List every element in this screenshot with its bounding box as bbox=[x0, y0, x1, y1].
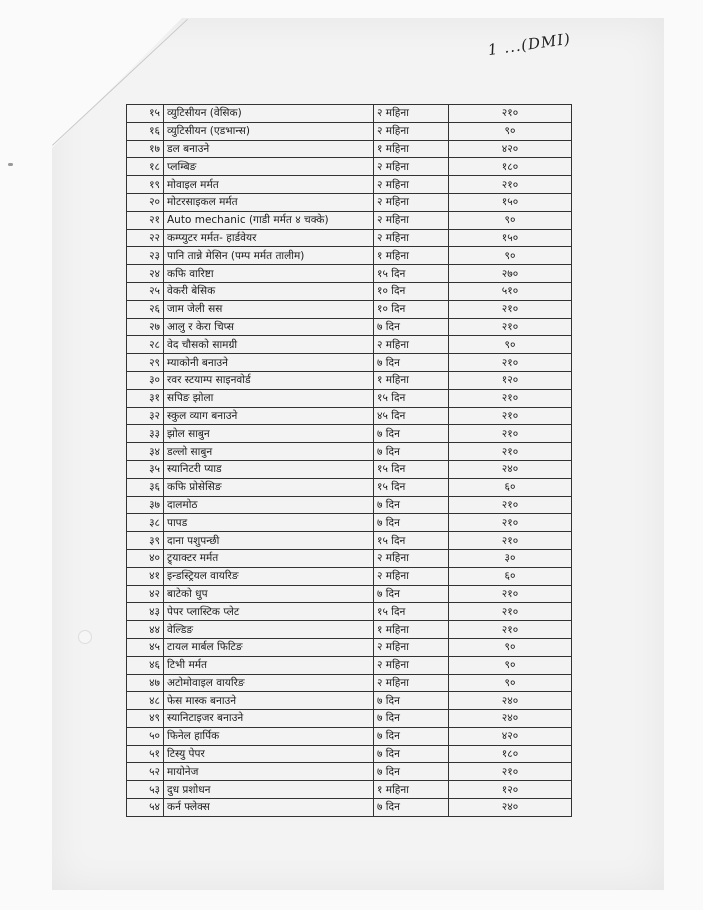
serial-number-cell: १६ bbox=[127, 122, 164, 140]
serial-number-cell: १८ bbox=[127, 158, 164, 176]
course-name-cell: दाना पशुपन्छी bbox=[164, 532, 374, 550]
course-name-cell: दालमोठ bbox=[164, 496, 374, 514]
participant-count-cell: ६० bbox=[449, 478, 572, 496]
table-row bbox=[127, 745, 572, 763]
participant-count-cell: ९० bbox=[449, 656, 572, 674]
duration-cell: ७ दिन bbox=[374, 496, 449, 514]
participant-count-cell: २१० bbox=[449, 603, 572, 621]
serial-number-cell: ३४ bbox=[127, 443, 164, 461]
participant-count-cell: ४२० bbox=[449, 727, 572, 745]
serial-number-cell: ३० bbox=[127, 371, 164, 389]
duration-cell: २ महिना bbox=[374, 193, 449, 211]
course-name-cell: जाम जेली सस bbox=[164, 300, 374, 318]
participant-count-cell: ९० bbox=[449, 336, 572, 354]
course-name-cell: म्याकोनी बनाउने bbox=[164, 354, 374, 372]
course-name-cell: फेस मास्क बनाउने bbox=[164, 692, 374, 710]
participant-count-cell: २१० bbox=[449, 300, 572, 318]
participant-count-cell: ९० bbox=[449, 247, 572, 265]
table-row bbox=[127, 158, 572, 176]
participant-count-cell: २४० bbox=[449, 692, 572, 710]
table-row bbox=[127, 763, 572, 781]
participant-count-cell: १५० bbox=[449, 229, 572, 247]
course-name-cell: वेल्डिङ bbox=[164, 621, 374, 639]
serial-number-cell: ४० bbox=[127, 549, 164, 567]
participant-count-cell: २४० bbox=[449, 460, 572, 478]
duration-cell: १५ दिन bbox=[374, 478, 449, 496]
participant-count-cell: २१० bbox=[449, 407, 572, 425]
training-table-body bbox=[127, 105, 572, 817]
course-name-cell: झोल साबुन bbox=[164, 425, 374, 443]
serial-number-cell: २० bbox=[127, 193, 164, 211]
table-row bbox=[127, 443, 572, 461]
participant-count-cell: ९० bbox=[449, 674, 572, 692]
table-row bbox=[127, 603, 572, 621]
course-name-cell: बाटेको धुप bbox=[164, 585, 374, 603]
serial-number-cell: ३१ bbox=[127, 389, 164, 407]
serial-number-cell: ५० bbox=[127, 727, 164, 745]
course-name-cell: कफि वारिष्टा bbox=[164, 265, 374, 283]
table-row bbox=[127, 585, 572, 603]
duration-cell: १ महिना bbox=[374, 140, 449, 158]
handwritten-annotation: 1 ...(DMI) bbox=[486, 29, 573, 60]
course-name-cell: कम्प्युटर मर्मत- हार्डवेयर bbox=[164, 229, 374, 247]
participant-count-cell: २१० bbox=[449, 532, 572, 550]
table-row bbox=[127, 318, 572, 336]
duration-cell: १० दिन bbox=[374, 282, 449, 300]
participant-count-cell: ९० bbox=[449, 211, 572, 229]
table-row bbox=[127, 407, 572, 425]
course-name-cell: स्यानिटरी प्याड bbox=[164, 460, 374, 478]
serial-number-cell: २२ bbox=[127, 229, 164, 247]
participant-count-cell: १५० bbox=[449, 193, 572, 211]
duration-cell: ७ दिन bbox=[374, 799, 449, 817]
serial-number-cell: ३३ bbox=[127, 425, 164, 443]
participant-count-cell: २१० bbox=[449, 621, 572, 639]
course-name-cell: पेपर प्लास्टिक प्लेट bbox=[164, 603, 374, 621]
course-name-cell: सपिङ झोला bbox=[164, 389, 374, 407]
participant-count-cell: ९० bbox=[449, 122, 572, 140]
course-name-cell: टायल मार्बल फिटिङ bbox=[164, 638, 374, 656]
course-name-cell: रवर स्टयाम्प साइनवोर्ड bbox=[164, 371, 374, 389]
participant-count-cell: २४० bbox=[449, 710, 572, 728]
course-name-cell: स्यानिटाइजर बनाउने bbox=[164, 710, 374, 728]
duration-cell: ७ दिन bbox=[374, 514, 449, 532]
course-name-cell: आलु र केरा चिप्स bbox=[164, 318, 374, 336]
participant-count-cell: २१० bbox=[449, 443, 572, 461]
course-name-cell: प्लम्बिङ bbox=[164, 158, 374, 176]
table-row bbox=[127, 282, 572, 300]
course-name-cell: Auto mechanic (गाडी मर्मत ४ चक्के) bbox=[164, 211, 374, 229]
duration-cell: २ महिना bbox=[374, 211, 449, 229]
serial-number-cell: ४८ bbox=[127, 692, 164, 710]
duration-cell: ७ दिन bbox=[374, 763, 449, 781]
duration-cell: २ महिना bbox=[374, 549, 449, 567]
serial-number-cell: ३६ bbox=[127, 478, 164, 496]
duration-cell: १ महिना bbox=[374, 371, 449, 389]
course-name-cell: इन्डस्ट्रियल वायरिङ bbox=[164, 567, 374, 585]
serial-number-cell: २४ bbox=[127, 265, 164, 283]
table-row bbox=[127, 710, 572, 728]
serial-number-cell: २७ bbox=[127, 318, 164, 336]
serial-number-cell: ३२ bbox=[127, 407, 164, 425]
course-name-cell: कर्न फ्लेक्स bbox=[164, 799, 374, 817]
participant-count-cell: २४० bbox=[449, 799, 572, 817]
table-row bbox=[127, 478, 572, 496]
duration-cell: २ महिना bbox=[374, 674, 449, 692]
duration-cell: ७ दिन bbox=[374, 354, 449, 372]
table-row bbox=[127, 247, 572, 265]
participant-count-cell: २१० bbox=[449, 763, 572, 781]
duration-cell: ४५ दिन bbox=[374, 407, 449, 425]
table-row bbox=[127, 638, 572, 656]
duration-cell: ७ दिन bbox=[374, 443, 449, 461]
serial-number-cell: ३८ bbox=[127, 514, 164, 532]
participant-count-cell: २१० bbox=[449, 425, 572, 443]
participant-count-cell: ४२० bbox=[449, 140, 572, 158]
table-row bbox=[127, 193, 572, 211]
duration-cell: २ महिना bbox=[374, 638, 449, 656]
course-name-cell: टिभी मर्मत bbox=[164, 656, 374, 674]
participant-count-cell: १२० bbox=[449, 371, 572, 389]
course-name-cell: डल्लो साबुन bbox=[164, 443, 374, 461]
serial-number-cell: ४१ bbox=[127, 567, 164, 585]
duration-cell: २ महिना bbox=[374, 567, 449, 585]
serial-number-cell: ४७ bbox=[127, 674, 164, 692]
serial-number-cell: ४४ bbox=[127, 621, 164, 639]
course-name-cell: टिस्यु पेपर bbox=[164, 745, 374, 763]
table-row bbox=[127, 211, 572, 229]
duration-cell: २ महिना bbox=[374, 229, 449, 247]
participant-count-cell: १२० bbox=[449, 781, 572, 799]
course-name-cell: मायोनेज bbox=[164, 763, 374, 781]
serial-number-cell: ५३ bbox=[127, 781, 164, 799]
table-row bbox=[127, 514, 572, 532]
table-row bbox=[127, 265, 572, 283]
serial-number-cell: २६ bbox=[127, 300, 164, 318]
serial-number-cell: ३५ bbox=[127, 460, 164, 478]
table-row bbox=[127, 354, 572, 372]
duration-cell: २ महिना bbox=[374, 336, 449, 354]
duration-cell: २ महिना bbox=[374, 158, 449, 176]
duration-cell: ७ दिन bbox=[374, 318, 449, 336]
table-row bbox=[127, 425, 572, 443]
serial-number-cell: २३ bbox=[127, 247, 164, 265]
table-row bbox=[127, 336, 572, 354]
serial-number-cell: २५ bbox=[127, 282, 164, 300]
serial-number-cell: ४६ bbox=[127, 656, 164, 674]
course-name-cell: दुध प्रशोधन bbox=[164, 781, 374, 799]
course-name-cell: मोटरसाइकल मर्मत bbox=[164, 193, 374, 211]
table-row bbox=[127, 674, 572, 692]
table-row bbox=[127, 229, 572, 247]
serial-number-cell: ५१ bbox=[127, 745, 164, 763]
course-name-cell: ट्र्याक्टर मर्मत bbox=[164, 549, 374, 567]
duration-cell: १ महिना bbox=[374, 781, 449, 799]
table-row bbox=[127, 567, 572, 585]
duration-cell: ७ दिन bbox=[374, 585, 449, 603]
participant-count-cell: १८० bbox=[449, 745, 572, 763]
participant-count-cell: २१० bbox=[449, 176, 572, 194]
participant-count-cell: १८० bbox=[449, 158, 572, 176]
course-name-cell: अटोमोवाइल वायरिङ bbox=[164, 674, 374, 692]
participant-count-cell: २१० bbox=[449, 318, 572, 336]
serial-number-cell: ४५ bbox=[127, 638, 164, 656]
table-row bbox=[127, 656, 572, 674]
participant-count-cell: २१० bbox=[449, 105, 572, 123]
serial-number-cell: ४३ bbox=[127, 603, 164, 621]
duration-cell: १५ दिन bbox=[374, 532, 449, 550]
course-name-cell: पापड bbox=[164, 514, 374, 532]
serial-number-cell: ४९ bbox=[127, 710, 164, 728]
table-row bbox=[127, 460, 572, 478]
duration-cell: २ महिना bbox=[374, 105, 449, 123]
course-name-cell: व्युटिसीयन (वेसिक) bbox=[164, 105, 374, 123]
serial-number-cell: ३७ bbox=[127, 496, 164, 514]
serial-number-cell: ३९ bbox=[127, 532, 164, 550]
participant-count-cell: ५१० bbox=[449, 282, 572, 300]
participant-count-cell: २७० bbox=[449, 265, 572, 283]
duration-cell: २ महिना bbox=[374, 176, 449, 194]
serial-number-cell: २८ bbox=[127, 336, 164, 354]
course-name-cell: कफि प्रोसेसिङ bbox=[164, 478, 374, 496]
punch-hole-mark bbox=[78, 630, 92, 644]
table-row bbox=[127, 621, 572, 639]
course-name-cell: पानि तान्ने मेसिन (पम्प मर्मत तालीम) bbox=[164, 247, 374, 265]
duration-cell: २ महिना bbox=[374, 656, 449, 674]
table-row bbox=[127, 389, 572, 407]
duration-cell: १ महिना bbox=[374, 247, 449, 265]
duration-cell: ७ दिन bbox=[374, 745, 449, 763]
training-table bbox=[126, 104, 572, 817]
course-name-cell: वेद चौसको सामग्री bbox=[164, 336, 374, 354]
participant-count-cell: २१० bbox=[449, 585, 572, 603]
course-name-cell: व्युटिसीयन (एडभान्स) bbox=[164, 122, 374, 140]
participant-count-cell: २१० bbox=[449, 496, 572, 514]
duration-cell: १० दिन bbox=[374, 300, 449, 318]
table-row bbox=[127, 549, 572, 567]
duration-cell: ७ दिन bbox=[374, 692, 449, 710]
table-row bbox=[127, 176, 572, 194]
scan-speck bbox=[8, 163, 13, 166]
table-row bbox=[127, 781, 572, 799]
course-name-cell: स्कुल व्याग बनाउने bbox=[164, 407, 374, 425]
serial-number-cell: ५२ bbox=[127, 763, 164, 781]
participant-count-cell: ९० bbox=[449, 638, 572, 656]
duration-cell: १५ दिन bbox=[374, 603, 449, 621]
serial-number-cell: १५ bbox=[127, 105, 164, 123]
course-name-cell: डल बनाउने bbox=[164, 140, 374, 158]
participant-count-cell: २१० bbox=[449, 514, 572, 532]
course-name-cell: मोवाइल मर्मत bbox=[164, 176, 374, 194]
table-row bbox=[127, 300, 572, 318]
table-row bbox=[127, 799, 572, 817]
duration-cell: १५ दिन bbox=[374, 265, 449, 283]
table-row bbox=[127, 532, 572, 550]
table-row bbox=[127, 727, 572, 745]
duration-cell: १ महिना bbox=[374, 621, 449, 639]
participant-count-cell: ३० bbox=[449, 549, 572, 567]
participant-count-cell: ६० bbox=[449, 567, 572, 585]
serial-number-cell: २१ bbox=[127, 211, 164, 229]
duration-cell: १५ दिन bbox=[374, 460, 449, 478]
table-row bbox=[127, 105, 572, 123]
serial-number-cell: १७ bbox=[127, 140, 164, 158]
duration-cell: १५ दिन bbox=[374, 389, 449, 407]
participant-count-cell: २१० bbox=[449, 389, 572, 407]
serial-number-cell: २९ bbox=[127, 354, 164, 372]
table-row bbox=[127, 496, 572, 514]
table-row bbox=[127, 140, 572, 158]
duration-cell: ७ दिन bbox=[374, 710, 449, 728]
table-row bbox=[127, 122, 572, 140]
duration-cell: ७ दिन bbox=[374, 727, 449, 745]
serial-number-cell: ४२ bbox=[127, 585, 164, 603]
course-name-cell: वेकरी बेसिक bbox=[164, 282, 374, 300]
duration-cell: २ महिना bbox=[374, 122, 449, 140]
serial-number-cell: ५४ bbox=[127, 799, 164, 817]
table-row bbox=[127, 371, 572, 389]
duration-cell: ७ दिन bbox=[374, 425, 449, 443]
participant-count-cell: २१० bbox=[449, 354, 572, 372]
serial-number-cell: १९ bbox=[127, 176, 164, 194]
table-row bbox=[127, 692, 572, 710]
course-name-cell: फिनेल हार्पिक bbox=[164, 727, 374, 745]
